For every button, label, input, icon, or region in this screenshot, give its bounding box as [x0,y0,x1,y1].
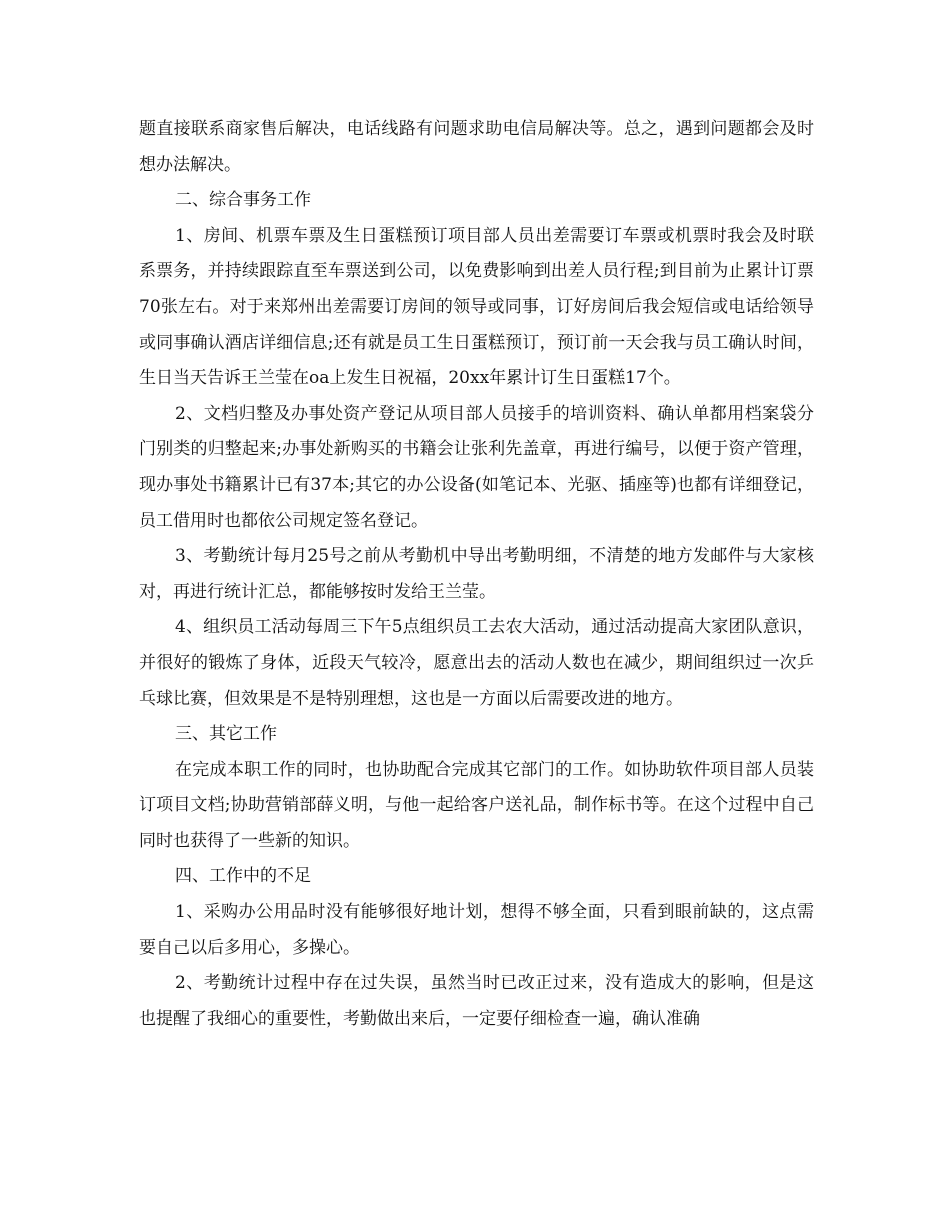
paragraph-shortcoming-attendance: 2、考勤统计过程中存在过失误，虽然当时已改正过来，没有造成大的影响，但是这也提醒了我细心的重要性，考勤做出来后，一定要仔细检查一遍，确认准确 [139,973,814,1029]
paragraph-booking: 1、房间、机票车票及生日蛋糕预订项目部人员出差需要订车票或机票时我会及时联系票务，并持续跟踪直至车票送到公司，以免费影响到出差人员行程;到目前为止累计订票70张左右。对于来郑州出差需要订房间的领导或同事，订好房间后我会短信或电话给领导或同事确认酒店详细信息;还有就是员工生日蛋糕预订，预订前一天会我与员工确认时间，生日当天告诉王兰莹在oa上发生日祝福，20xx年累计订生日蛋糕17个。 [139,225,814,389]
document-body [139,112,814,1037]
paragraph-continuation: 题直接联系商家售后解决，电话线路有问题求助电信局解决等。总之，遇到问题都会及时想办法解决。 [139,119,814,175]
paragraph-staff-activities: 4、组织员工活动每周三下午5点组织员工去农大活动，通过活动提高大家团队意识，并很好的锻炼了身体，近段天气较冷，愿意出去的活动人数也在减少，期间组织过一次乒乓球比赛，但效果是不是特别理想，这也是一方面以后需要改进的地方。 [139,617,814,709]
section-heading-other-work: 三、其它工作 [175,724,277,745]
section-heading-general-affairs: 二、综合事务工作 [175,190,311,211]
paragraph-shortcoming-purchasing: 1、采购办公用品时没有能够很好地计划，想得不够全面，只看到眼前缺的，这点需要自己以后多用心，多操心。 [139,902,814,958]
section-heading-shortcomings: 四、工作中的不足 [175,866,311,887]
paragraph-document-archiving: 2、文档归整及办事处资产登记从项目部人员接手的培训资料、确认单都用档案袋分门别类的归整起来;办事处新购买的书籍会让张利先盖章，再进行编号，以便于资产管理，现办事处书籍累计已有37本;其它的办公设备(如笔记本、光驱、插座等)也都有详细登记，员工借用时也都依公司规定签名登记。 [139,403,814,531]
paragraph-attendance: 3、考勤统计每月25号之前从考勤机中导出考勤明细，不清楚的地方发邮件与大家核对，再进行统计汇总，都能够按时发给王兰莹。 [139,546,814,602]
paragraph-other-work: 在完成本职工作的同时，也协助配合完成其它部门的工作。如协助软件项目部人员装订项目文档;协助营销部薛义明，与他一起给客户送礼品，制作标书等。在这个过程中自己同时也获得了一些新的知识。 [139,759,814,851]
